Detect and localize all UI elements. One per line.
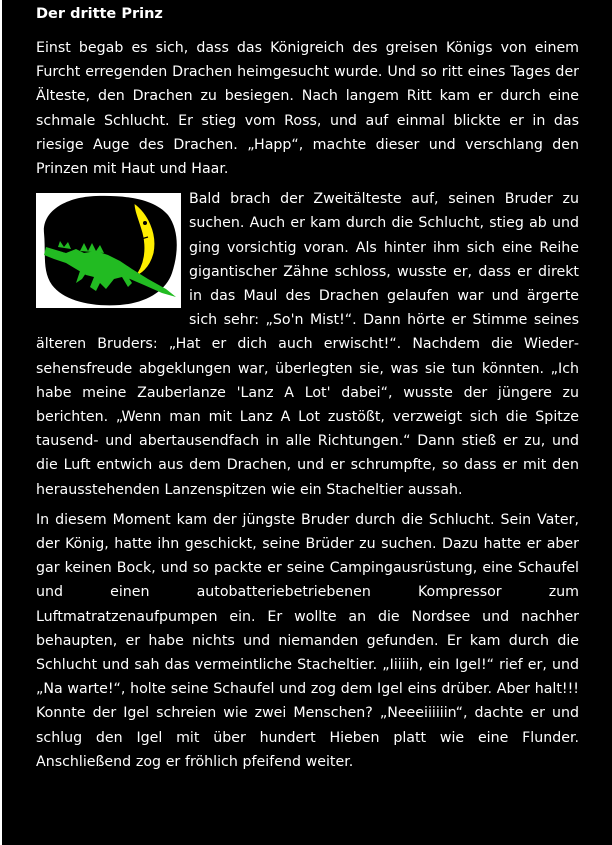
story-body [36,36,579,780]
dragon-moon-illustration [36,193,181,308]
paragraph-second: Bald brach der Zweitälteste auf, seinen Bruder zu suchen. Auch er kam durch die Schlucht, stieg ab und ging vorsichtig voran. Als hinter ihm sich eine Reihe gigantischer Zähne schloss, wusste er, dass er direkt in das Maul des Drachen gelaufen war und ärgerte sich sehr: „So'n Mist!“. Dann hörte er Stimme seines älteren Bruders: „Hat er dich auch erwischt!“. Nachdem die Wiedersehensfreude abgeklungen war, überlegten sie, was sie tun könnten. „Ich habe meine Zauberlanze 'Lanz A Lot' dabei“, wusste der jüngere zu berichten. „Wenn man mit Lanz A Lot zustößt, verzweigt sich die Spitze tausend- und abertausendfach in alle Richtungen.“ Dann stieß er zu, und die Luft entwich aus dem Drachen, und er schrumpfte, so dass er mit den herausstehenden Lanzenspitzen wie ein Stacheltier aussah. [36,191,579,498]
paragraph-first: Einst begab es sich, dass das Königreich des greisen Königs von einem Furcht erregenden Drachen heimgesucht wurde. Und so ritt eines Tages der Älteste, den Drachen zu besiegen. Nach langem Ritt kam er durch eine schmale Schlucht. Er stieg vom Ross, und auf einmal blickte er in das riesige Auge des Drachen. „Happ“, machte dieser und verschlang den Prinzen mit Haut und Haar. [36,40,579,178]
moon-eye [143,221,147,225]
paragraph-third: In diesem Moment kam der jüngste Bruder durch die Schlucht. Sein Vater, der König, hatte ihn geschickt, seine Brüder zu suchen. Dazu hatte er aber gar keinen Bock, und so packte er seine Campingausrüstung, eine Schaufel und einen autobatteriebetriebenen Kompressor zum Luftmatratzenaufpumpen ein. Er wollte an die Nordsee und nachher behaupten, er habe nichts und niemanden gefunden. Er kam durch die Schlucht und sah das vermeintliche Stacheltier. „Iiiiih, ein Igel!“ rief er, und „Na warte!“, holte seine Schaufel und zog dem Igel eins drüber. Aber halt!!! Konnte der Igel schreien wie zwei Menschen? „Neeeiiiiiin“, dachte er und schlug den Igel mit über hundert Hieben platt wie eine Flunder. Anschließend zog er fröhlich pfeifend weiter. [36,511,579,770]
illustration-svg [36,193,181,308]
dragon-eye [63,250,66,253]
page-title: Der dritte Prinz [36,6,163,22]
